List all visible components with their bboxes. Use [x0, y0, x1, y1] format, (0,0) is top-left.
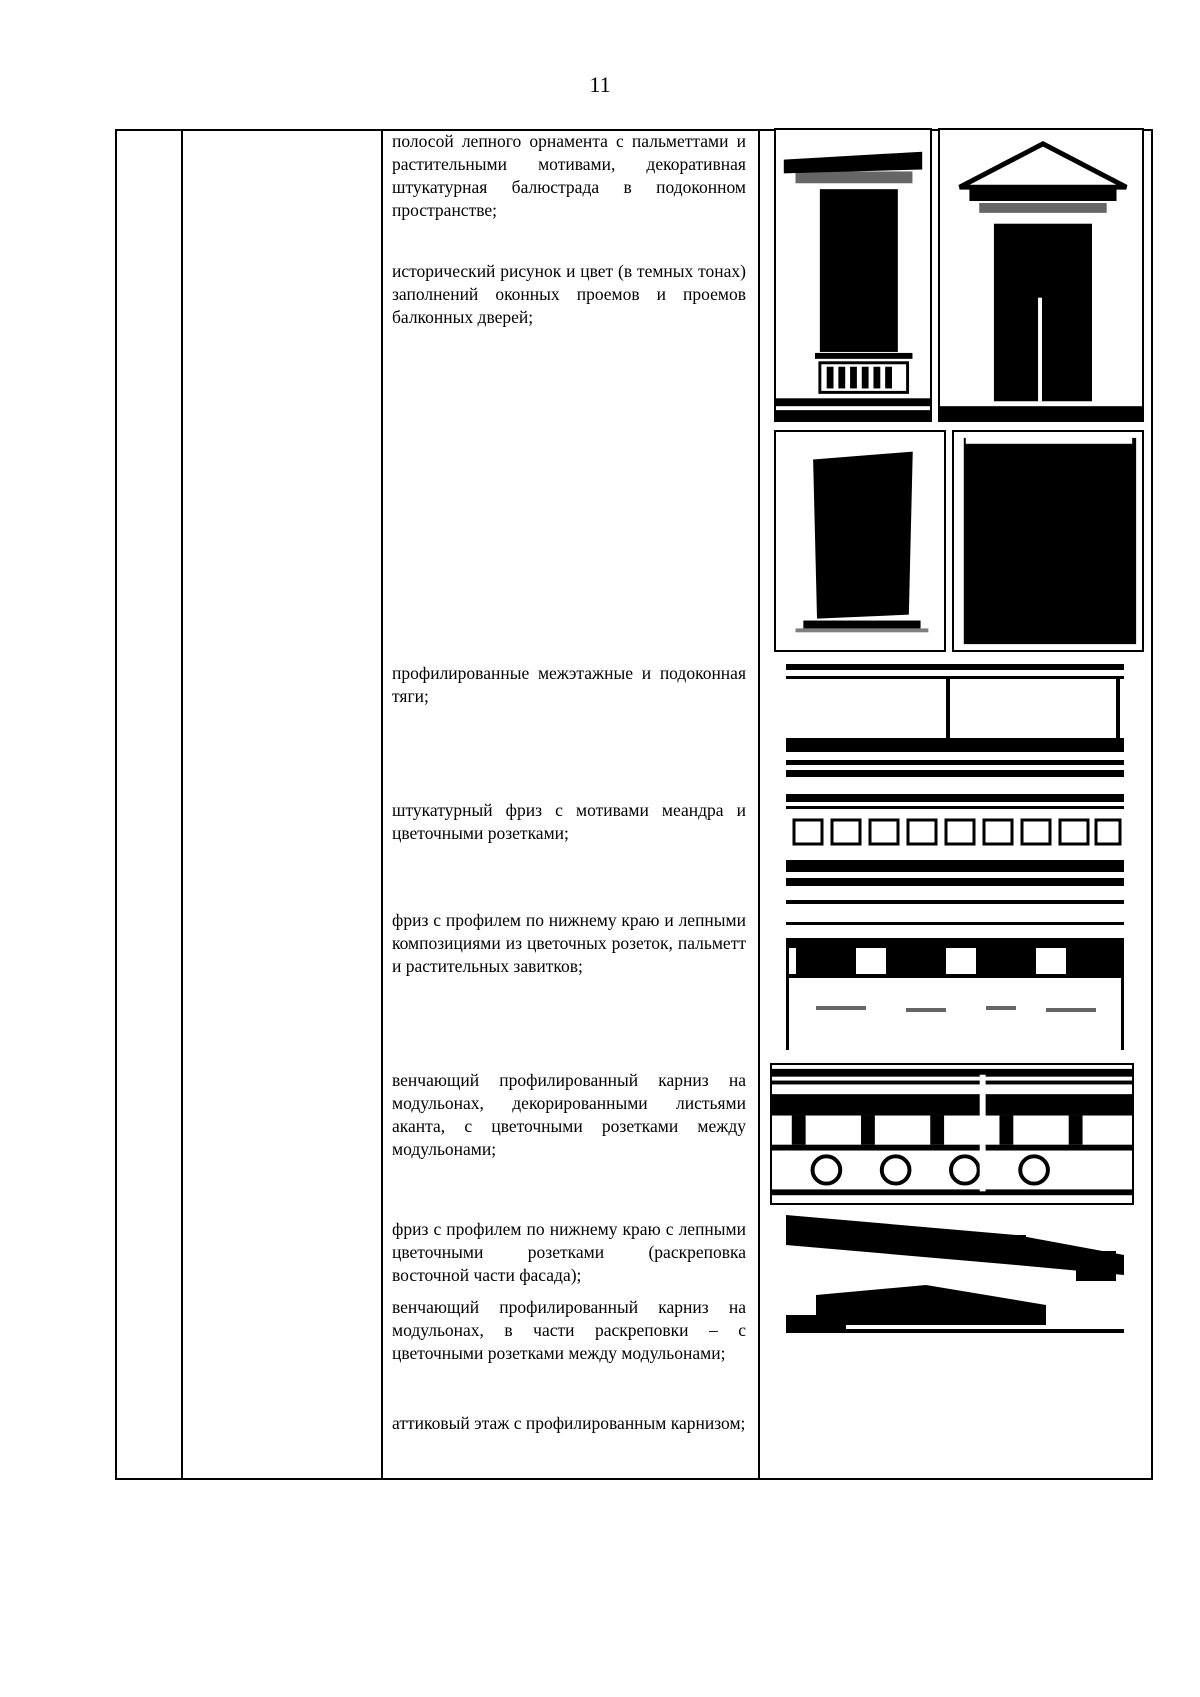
- column-divider: [381, 131, 383, 1478]
- paragraph-1: полосой лепного орнамента с пальметтами и растительными мотивами, декоративная штукатурная балюстрада в подоконном пространстве;: [392, 131, 746, 220]
- paragraph-8: венчающий профилированный карниз на модульонах, в части раскреповки – с цветочными розетками между модульонами;: [392, 1297, 746, 1363]
- window-balustrade-photo: [774, 128, 932, 422]
- string-course-photo: [786, 658, 1124, 783]
- modillion-cornice-photo: [770, 1063, 1134, 1205]
- paragraph-3: профилированные межэтажные и подоконная тяги;: [392, 663, 746, 706]
- paragraph-2: исторический рисунок и цвет (в темных тонах) заполнений оконных проемов и проемов балконных дверей;: [392, 261, 746, 327]
- window-photo-2: [952, 430, 1144, 652]
- column-divider: [181, 131, 183, 1478]
- paragraph-5: фриз с профилем по нижнему краю и лепными композициями из цветочных розеток, пальметт и растительных завитков;: [392, 910, 746, 976]
- meander-frieze-photo: [786, 790, 1124, 890]
- paragraph-6: венчающий профилированный карниз на модульонах, декорированными листьями аканта, с цветочными розетками между модульонами;: [392, 1070, 746, 1159]
- east-facade-frieze-photo: [786, 1215, 1124, 1335]
- paragraph-7: фриз с профилем по нижнему краю с лепными цветочными розетками (раскреповка восточной части фасада);: [392, 1219, 746, 1285]
- rosette-frieze-photo: [786, 900, 1124, 1050]
- paragraph-4: штукатурный фриз с мотивами меандра и цветочными розетками;: [392, 800, 746, 843]
- paragraph-9: аттиковый этаж с профилированным карнизом;: [392, 1413, 746, 1433]
- column-divider: [758, 131, 760, 1478]
- page-number: 11: [589, 72, 611, 97]
- window-photo-1: [774, 430, 946, 652]
- balcony-door-photo: [938, 128, 1144, 422]
